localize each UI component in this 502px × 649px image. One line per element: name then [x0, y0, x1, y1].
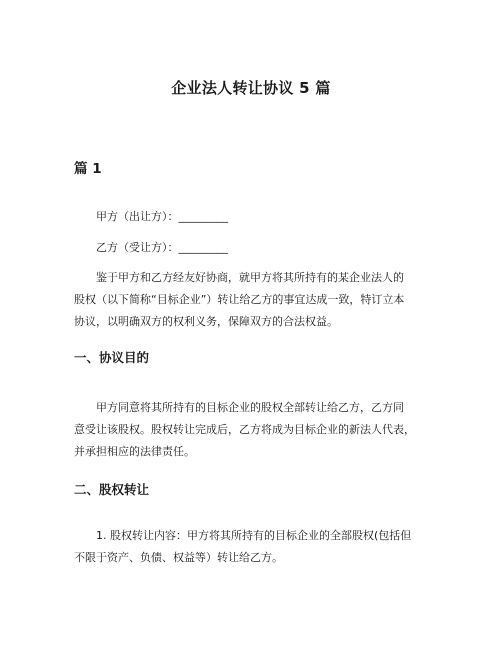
section-heading-purpose: 一、协议目的 [74, 350, 150, 365]
intro-line: 鉴于甲方和乙方经友好协商，就甲方将其所持有的某企业法人的 [96, 271, 404, 284]
party-a-field: 甲方（出让方）：_________ [96, 210, 228, 223]
chapter-heading: 篇 1 [74, 161, 102, 177]
intro-line: 协议，以明确双方的权利义务，保障双方的合法权益。 [74, 315, 338, 328]
transfer-line: 1. 股权转让内容：甲方将其所持有的目标企业的全部股权(包括但 [96, 529, 412, 542]
section-heading-transfer: 二、股权转让 [74, 482, 150, 497]
intro-line: 股权（以下简称“目标企业”）转让给乙方的事宜达成一致，特订立本 [74, 293, 405, 306]
purpose-line: 并承担相应的法律责任。 [74, 445, 195, 458]
transfer-paragraph [74, 525, 446, 569]
transfer-line: 不限于资产、负债、权益等）转让给乙方。 [74, 551, 283, 564]
purpose-line: 意受让该股权。股权转让完成后，乙方将成为目标企业的新法人代表， [74, 423, 415, 436]
party-b-field: 乙方（受让方）：_________ [96, 241, 228, 254]
purpose-paragraph [74, 397, 446, 463]
document-title: 企业法人转让协议 5 篇 [171, 79, 331, 97]
intro-paragraph [74, 267, 446, 333]
purpose-line: 甲方同意将其所持有的目标企业的股权全部转让给乙方，乙方同 [96, 401, 404, 414]
